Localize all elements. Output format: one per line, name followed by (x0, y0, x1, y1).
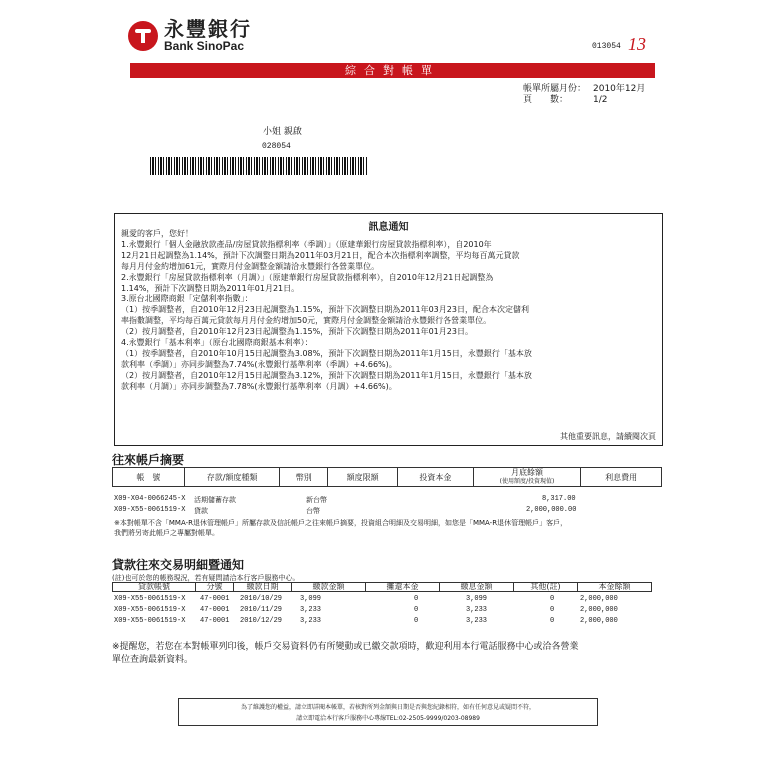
cell-loan-balance: 2,000,000 (580, 595, 618, 603)
bank-name (164, 18, 252, 53)
table-row (114, 606, 654, 616)
postal-barcode (150, 157, 368, 175)
cell-other: 0 (550, 606, 555, 614)
footer-line: 為了維護您的權益，請立即詳閱本帳單，若核對所列金額與日期是否與您紀錄相符，如有任何意見或疑問不符， (240, 704, 535, 711)
statement-title: 綜合對帳單 (130, 63, 655, 78)
note-line: 我們將另寄此帳戶之專屬對帳單。 (114, 529, 219, 537)
notice-line: 12月21日起調整為1.14%，預計下次調整日期為2011年03月21日，配合本次指標利率調整，平均每百萬元貸款 (121, 250, 520, 260)
notice-line: 每月月付金約增加61元，實際月付金調整金額請洽永豐銀行各營業單位。 (121, 261, 380, 271)
notice-line: 親愛的客戶，您好！ (121, 229, 193, 238)
cell-interest-paid: 3,233 (466, 617, 488, 625)
notice-footer: 其他重要訊息，請續閱次頁 (560, 432, 656, 441)
col-limit: 額度限額 (328, 468, 398, 486)
loans-title: 貸款往來交易明細暨通知 (112, 558, 245, 572)
period-row (523, 84, 645, 95)
loans-header (112, 582, 652, 592)
notice-line: 款利率（季調）」亦同步調整為7.74%(永豐銀行基準利率（季調）+4.66%)。 (121, 359, 397, 369)
notice-line: （1）按季調整者，自2010年10月15日起調整為3.08%，預計下次調整日期為2011年1月15日，永豐銀行「基本放 (121, 348, 532, 358)
notice-line: 款利率（月調）」亦同步調整為7.78%(永豐銀行基準利率（月調）+4.66%)。 (121, 381, 397, 391)
cell-principal-repaid: 0 (414, 595, 419, 603)
cell-paid: 3,233 (300, 606, 322, 614)
cell-other: 0 (550, 617, 555, 625)
notice-line: 4.永豐銀行「基本利率」（原台北國際商銀基本利率）： (121, 338, 313, 348)
col-seq: 分號 (196, 582, 234, 592)
cell-loan-balance: 2,000,000 (580, 617, 618, 625)
cell-paid: 3,233 (300, 617, 322, 625)
notice-line: （1）按季調整者，自2010年12月23日起調整為1.15%，預計下次調整日期為2011年03月23日，配合本次定儲利 (121, 305, 529, 315)
table-row (114, 595, 654, 605)
footer-notice (178, 698, 598, 726)
bank-name-zh: 永豐銀行 (164, 17, 252, 41)
cell-seq: 47-0001 (200, 606, 230, 614)
notice-title: 訊息通知 (368, 222, 409, 233)
page-label: 頁 數： (523, 95, 569, 105)
notice-line: 1.永豐銀行「個人金融放款產品/房屋貸款指標利率（季調）」（原建華銀行房屋貸款指標利率），自2010年 (121, 239, 492, 249)
bank-logo (128, 18, 252, 53)
notice-box (114, 213, 663, 446)
table-row (114, 617, 654, 627)
reminder-line: ※提醒您，若您在本對帳單列印後，帳戶交易資料仍有所變動或已繳交款項時，歡迎利用本行電話服務中心或洽各營業 (112, 642, 579, 652)
col-account: 帳 號 (113, 468, 185, 486)
cell-loan-account: X09-X55-0061519-X (114, 617, 186, 625)
cell-currency: 台幣 (306, 508, 320, 516)
table-row (114, 506, 662, 516)
col-principal: 投資本金 (398, 468, 474, 486)
col-loan-account: 貸款帳號 (112, 582, 196, 592)
cell-other: 0 (550, 595, 555, 603)
cell-seq: 47-0001 (200, 595, 230, 603)
cell-principal-repaid: 0 (414, 617, 419, 625)
cell-type: 活期儲蓄存款 (194, 497, 236, 505)
col-principal-repaid: 攤還本金 (366, 582, 440, 592)
accounts-note (114, 518, 664, 538)
note-line: ※本對帳單不含「MMA-R退休管理帳戶」所屬存款及信託帳戶之往來帳戶摘要，投資組合明細及交易明細，如您是「MMA-R退休管理帳戶」客戶， (114, 519, 568, 527)
cell-loan-account: X09-X55-0061519-X (114, 595, 186, 603)
cell-date: 2010/12/29 (240, 617, 283, 625)
cell-currency: 新台幣 (306, 497, 327, 505)
cell-type: 貸款 (194, 508, 208, 516)
cell-account: X09-X04-0066245-X (114, 495, 186, 503)
cell-interest-paid: 3,233 (466, 606, 488, 614)
col-interest: 利息費用 (605, 472, 638, 482)
col-currency: 幣別 (280, 468, 328, 486)
page-value: 1/2 (593, 95, 608, 105)
statement-meta (523, 84, 645, 106)
cell-account: X09-X55-0061519-X (114, 506, 186, 514)
cell-interest-paid: 3,099 (466, 595, 488, 603)
notice-body (121, 229, 657, 393)
accounts-title: 往來帳戶摘要 (112, 453, 185, 467)
cell-principal-repaid: 0 (414, 606, 419, 614)
table-row (114, 495, 662, 505)
notice-line: （2）按月調整者，自2010年12月23日起調整為1.15%，預計下次調整日期為2011年01月23日。 (121, 327, 473, 337)
cell-loan-account: X09-X55-0061519-X (114, 606, 186, 614)
notice-line: （2）按月調整者，自2010年12月15日起調整為3.12%，預計下次調整日期為2011年1月15日，永豐銀行「基本放 (121, 370, 532, 380)
col-date: 繳款日期 (234, 582, 292, 592)
document-number: 013054 (592, 42, 621, 51)
cell-balance: 8,317.00 (542, 495, 576, 503)
col-balance (474, 468, 582, 486)
footer-line: 請立即電洽本行客戶服務中心專線TEL:02-2505-9999/0203-08989 (296, 715, 480, 722)
cell-date: 2010/11/29 (240, 606, 283, 614)
cell-seq: 47-0001 (200, 617, 230, 625)
col-balance-sub: (使用額度/投資現值) (499, 478, 555, 485)
postcode: 028054 (262, 142, 291, 151)
reminder-line: 單位查詢最新資料。 (112, 655, 194, 665)
col-interest-paid: 繳息金額 (440, 582, 514, 592)
col-paid: 繳款金額 (292, 582, 366, 592)
loans-note: (註)也可於您的帳務現況，若有疑問請洽本行客戶服務中心。 (112, 574, 300, 582)
cell-date: 2010/10/29 (240, 595, 283, 603)
col-other: 其他(註) (514, 582, 578, 592)
notice-line: 2.永豐銀行「房屋貸款指標利率（月調）」（原建華銀行房屋貸款指標利率），自2010年12月21日起調整為 (121, 272, 494, 282)
addressee-name: 小姐 親啟 (263, 127, 302, 137)
handwritten-mark: 13 (628, 34, 646, 54)
notice-line: 1.14%，預計下次調整日期為2011年01月21日。 (121, 283, 300, 293)
col-balance-label: 月底餘額 (510, 468, 543, 477)
page-row (523, 95, 645, 106)
col-type: 存款/額度種類 (185, 468, 281, 486)
period-label: 帳單所屬月份： (523, 84, 587, 94)
period-value: 2010年12月 (593, 84, 646, 94)
notice-line: 3.原台北國際商銀「定儲利率指數」： (121, 294, 253, 304)
notice-line: 率指數調整，平均每百萬元貸款每月月付金約增加50元，實際月付金調整金額請洽永豐銀行各營業單位。 (121, 316, 492, 326)
cell-balance: 2,000,000.00 (526, 506, 577, 514)
reminder-text (112, 641, 664, 667)
cell-paid: 3,099 (300, 595, 322, 603)
bank-name-en: Bank SinoPac (164, 39, 245, 53)
sinopac-logo-icon (128, 21, 158, 51)
col-loan-balance: 本金餘額 (578, 582, 652, 592)
accounts-header (112, 467, 662, 487)
cell-loan-balance: 2,000,000 (580, 606, 618, 614)
